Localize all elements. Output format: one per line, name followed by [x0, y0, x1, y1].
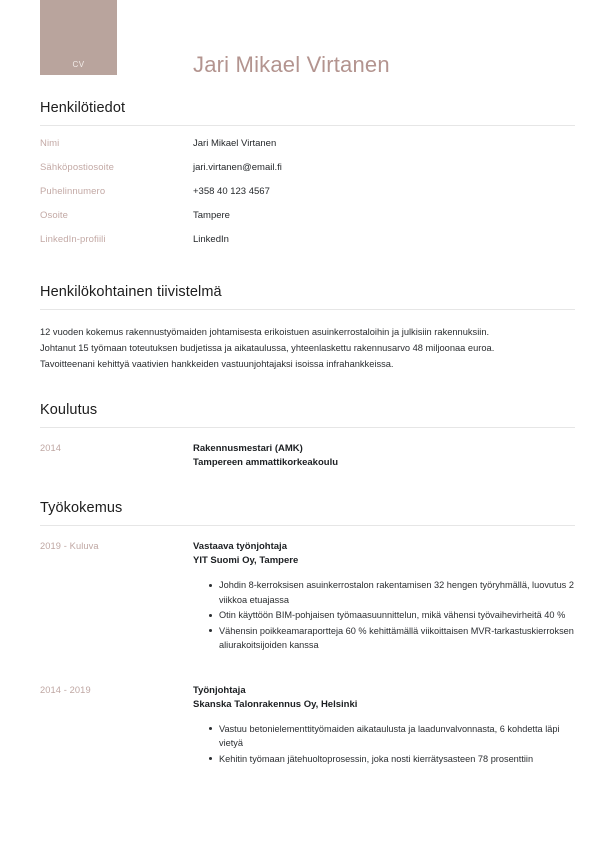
photo-placeholder-label: CV	[72, 60, 85, 69]
list-item: Vähensin poikkeamaraportteja 60 % kehittämällä viikoittaisen MVR-tarkastuskierroksen aliurakoitsijoiden kanssa	[209, 624, 575, 653]
detail-row-nimi	[40, 138, 575, 162]
detail-label: Nimi	[40, 138, 60, 149]
entry-job-title: Työnjohtaja	[193, 684, 246, 696]
work-entry	[40, 540, 575, 654]
entry-institution: Tampereen ammattikorkeakoulu	[193, 457, 339, 468]
entry-job-title: Vastaava työnjohtaja	[193, 541, 287, 552]
summary-line: Tavoitteenani kehittyä vaativien hankkeiden vastuunjohtajaksi isoissa infrahankkeissa.	[40, 359, 394, 369]
detail-row-linkedin	[40, 234, 575, 258]
detail-value: +358 40 123 4567	[193, 186, 270, 197]
page-title: Jari Mikael Virtanen	[193, 52, 390, 77]
personal-details-list	[40, 138, 575, 258]
entry-organization: Skanska Talonrakennus Oy, Helsinki	[193, 698, 358, 710]
list-item: Johdin 8-kerroksisen asuinkerrostalon rakentamisen 32 hengen työryhmällä, luovutus 2 viikkoa etuajassa	[209, 578, 575, 607]
detail-value: Tampere	[193, 210, 230, 221]
list-item: Otin käyttöön BIM-pohjaisen työmaasuunnittelun, mikä vähensi työvaihevirheitä 40 %	[209, 608, 575, 623]
section-work-experience	[0, 500, 600, 767]
detail-row-email	[40, 162, 575, 186]
entry-date: 2019 - Kuluva	[40, 541, 99, 551]
list-item: Kehitin työmaan jätehuoltoprosessin, joka nosti kierrätysasteen 78 prosenttiin	[209, 752, 575, 767]
list-item: Vastuu betonielementtityömaiden aikataulusta ja laadunvalvonnasta, 6 kohdetta läpi vietyä	[209, 722, 575, 751]
cv-header	[0, 0, 600, 100]
photo-placeholder	[40, 0, 117, 75]
section-title-work-experience: Työkokemus	[40, 500, 123, 516]
entry-body	[193, 442, 575, 470]
summary-body	[40, 324, 575, 372]
section-divider	[40, 427, 575, 428]
section-title-personal-details: Henkilötiedot	[40, 100, 126, 116]
detail-value: jari.virtanen@email.fi	[193, 162, 282, 173]
detail-label: Osoite	[40, 210, 69, 221]
section-title-summary: Henkilökohtainen tiivistelmä	[40, 284, 222, 300]
summary-line: 12 vuoden kokemus rakennustyömaiden johtamisesta erikoistuen asuinkerrostaloihin ja julkisiin rakennuksiin.	[40, 327, 490, 337]
detail-value: LinkedIn	[193, 234, 229, 245]
entry-date: 2014 - 2019	[40, 684, 91, 695]
section-divider	[40, 125, 575, 126]
education-entry	[40, 442, 575, 470]
section-personal-details	[0, 100, 600, 258]
section-summary	[0, 284, 600, 372]
detail-value: Jari Mikael Virtanen	[193, 138, 277, 149]
detail-row-phone	[40, 186, 575, 210]
section-divider	[40, 309, 575, 310]
detail-label: Sähköpostiosoite	[40, 162, 114, 173]
section-title-education: Koulutus	[40, 402, 98, 418]
work-entry	[40, 684, 575, 768]
entry-bullet-list	[193, 578, 575, 653]
entry-degree: Rakennusmestari (AMK)	[193, 443, 303, 454]
entry-bullet-list	[193, 722, 575, 767]
section-divider	[40, 525, 575, 526]
section-education	[0, 402, 600, 470]
entry-body	[193, 540, 575, 654]
entry-date: 2014	[40, 443, 62, 453]
detail-row-address	[40, 210, 575, 234]
summary-line: Johtanut 15 työmaan toteutuksen budjetissa ja aikataulussa, yhteenlaskettu rakennusarvo 48 miljoonaa euroa.	[40, 343, 495, 353]
detail-label: LinkedIn-profiili	[40, 234, 106, 245]
entry-body	[193, 684, 575, 768]
detail-label: Puhelinnumero	[40, 186, 106, 197]
entry-organization: YIT Suomi Oy, Tampere	[193, 555, 299, 566]
